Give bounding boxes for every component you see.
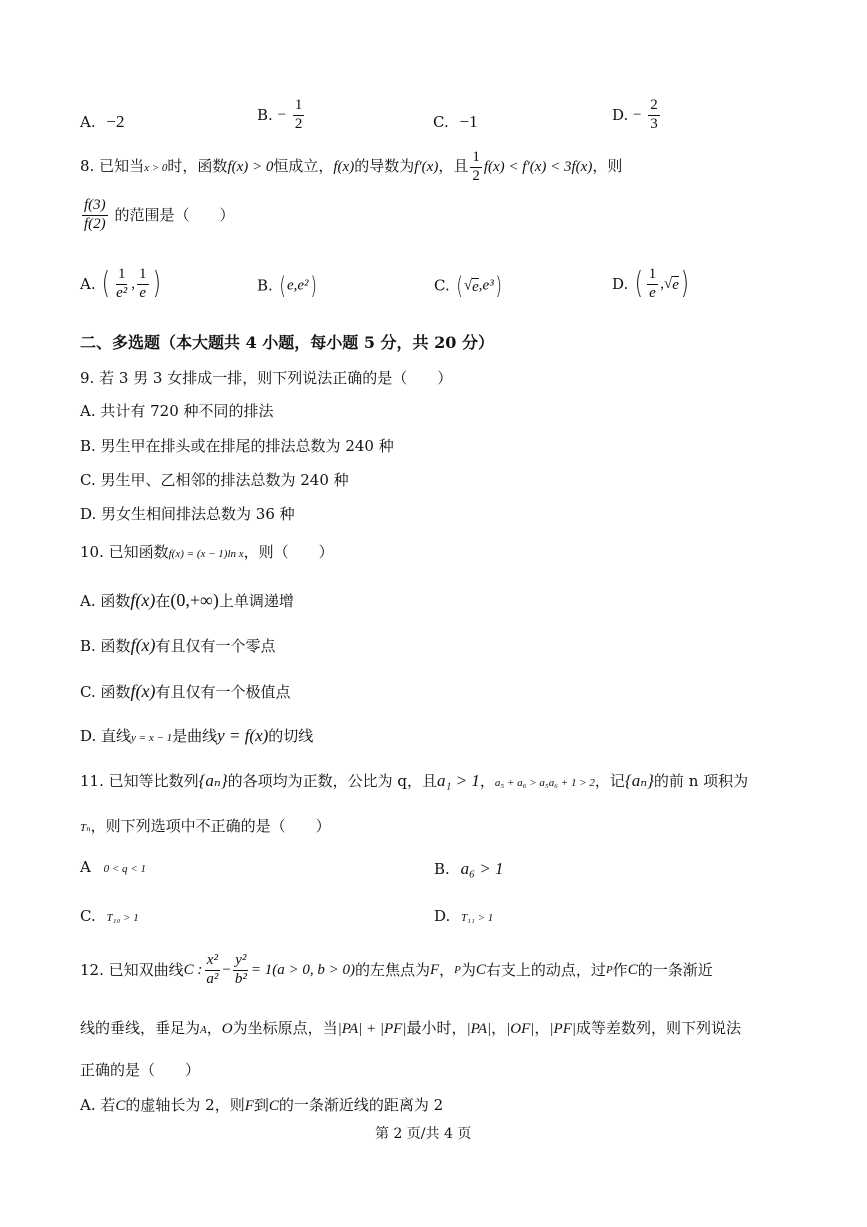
q9-option-a: A. 共计有 720 种不同的排法	[80, 402, 274, 420]
q8-option-d: D. ( $\frac{1}{e}$ ,√e)	[612, 266, 689, 302]
q8-stem: 8. 已知当x > 0时，函数f(x) > 0恒成立，f(x)的导数为f′(x)，且 $\frac{1}{2}$ f(x) < f′(x) < 3f(x)，则	[80, 148, 623, 184]
q10-option-c: C. 函数f(x)有且仅有一个极值点	[80, 681, 291, 701]
q8-option-b: B. (e,e²)	[257, 272, 317, 300]
q9-option-c: C. 男生甲、乙相邻的排法总数为 240 种	[80, 471, 349, 489]
q8-option-c: C. (√e,e³)	[434, 272, 502, 300]
q7-option-b: B. − $\frac{1}{2}$	[257, 97, 303, 132]
q9-option-b: B. 男生甲在排头或在排尾的排法总数为 240 种	[80, 437, 394, 455]
q11-option-a: A 0 < q < 1	[80, 858, 146, 876]
q11-stem: 11. 已知等比数列{aₙ}的各项均为正数，公比为 q，且a₁ > 1，a₅ + a₆ > a₅a₆ + 1 > 2，记{aₙ}的前 n 项积为	[80, 771, 749, 790]
page-footer: 第 2 页/共 4 页	[375, 1126, 472, 1142]
q12-stem-line2: 线的垂线，垂足为A，O为坐标原点，当|PA| + |PF|最小时，|PA|，|OF|，|PF|成等差数列，则下列说法	[80, 1019, 741, 1037]
q8-option-a: A. ( $\frac{1}{\text{e²}}$ , $\frac{1}{e}$ )	[80, 266, 161, 302]
q9-stem: 9. 若 3 男 3 女排成一排，则下列说法正确的是（ ）	[80, 369, 453, 387]
q8-stem-fraction: $\frac{f(3)}{f(2)}$ 的范围是（ ）	[84, 197, 235, 232]
q7-option-a: A. −2	[80, 112, 125, 131]
q11-option-b: B. a₆ > 1	[434, 859, 504, 878]
q12-stem-line3: 正确的是（ ）	[80, 1061, 201, 1079]
q10-stem: 10. 已知函数f(x) = (x − 1)ln x，则（ ）	[80, 543, 334, 561]
q12-stem: 12. 已知双曲线C : $\frac{\text{x²}}{\text{a²}}$ − $\frac{\text{y²}}{\text{b²}}$ = 1(a > 0, b > 0)的左焦点为F，P为C右支上的动点，过P作C的一条渐近	[80, 952, 713, 987]
q11-option-d: D. T₁₁ > 1	[434, 907, 494, 925]
q10-option-a: A. 函数f(x)在(0,+∞)上单调递增	[80, 590, 294, 610]
q7-option-c: C. −1	[433, 112, 478, 131]
q11-stem-line2: Tₙ，则下列选项中不正确的是（ ）	[80, 817, 331, 835]
section-title: 二、多选题（本大题共 4 小题，每小题 5 分，共 20 分）	[80, 333, 494, 352]
q10-option-d: D. 直线y = x − 1是曲线y = f(x)的切线	[80, 726, 314, 745]
q9-option-d: D. 男女生相间排法总数为 36 种	[80, 505, 295, 523]
q10-option-b: B. 函数f(x)有且仅有一个零点	[80, 635, 276, 655]
q11-option-c: C. T₁₀ > 1	[80, 907, 139, 925]
q12-option-a: A. 若C的虚轴长为 2，则F到C的一条渐近线的距离为 2	[80, 1096, 444, 1114]
q7-option-d: D. − $\frac{2}{3}$	[612, 97, 658, 132]
